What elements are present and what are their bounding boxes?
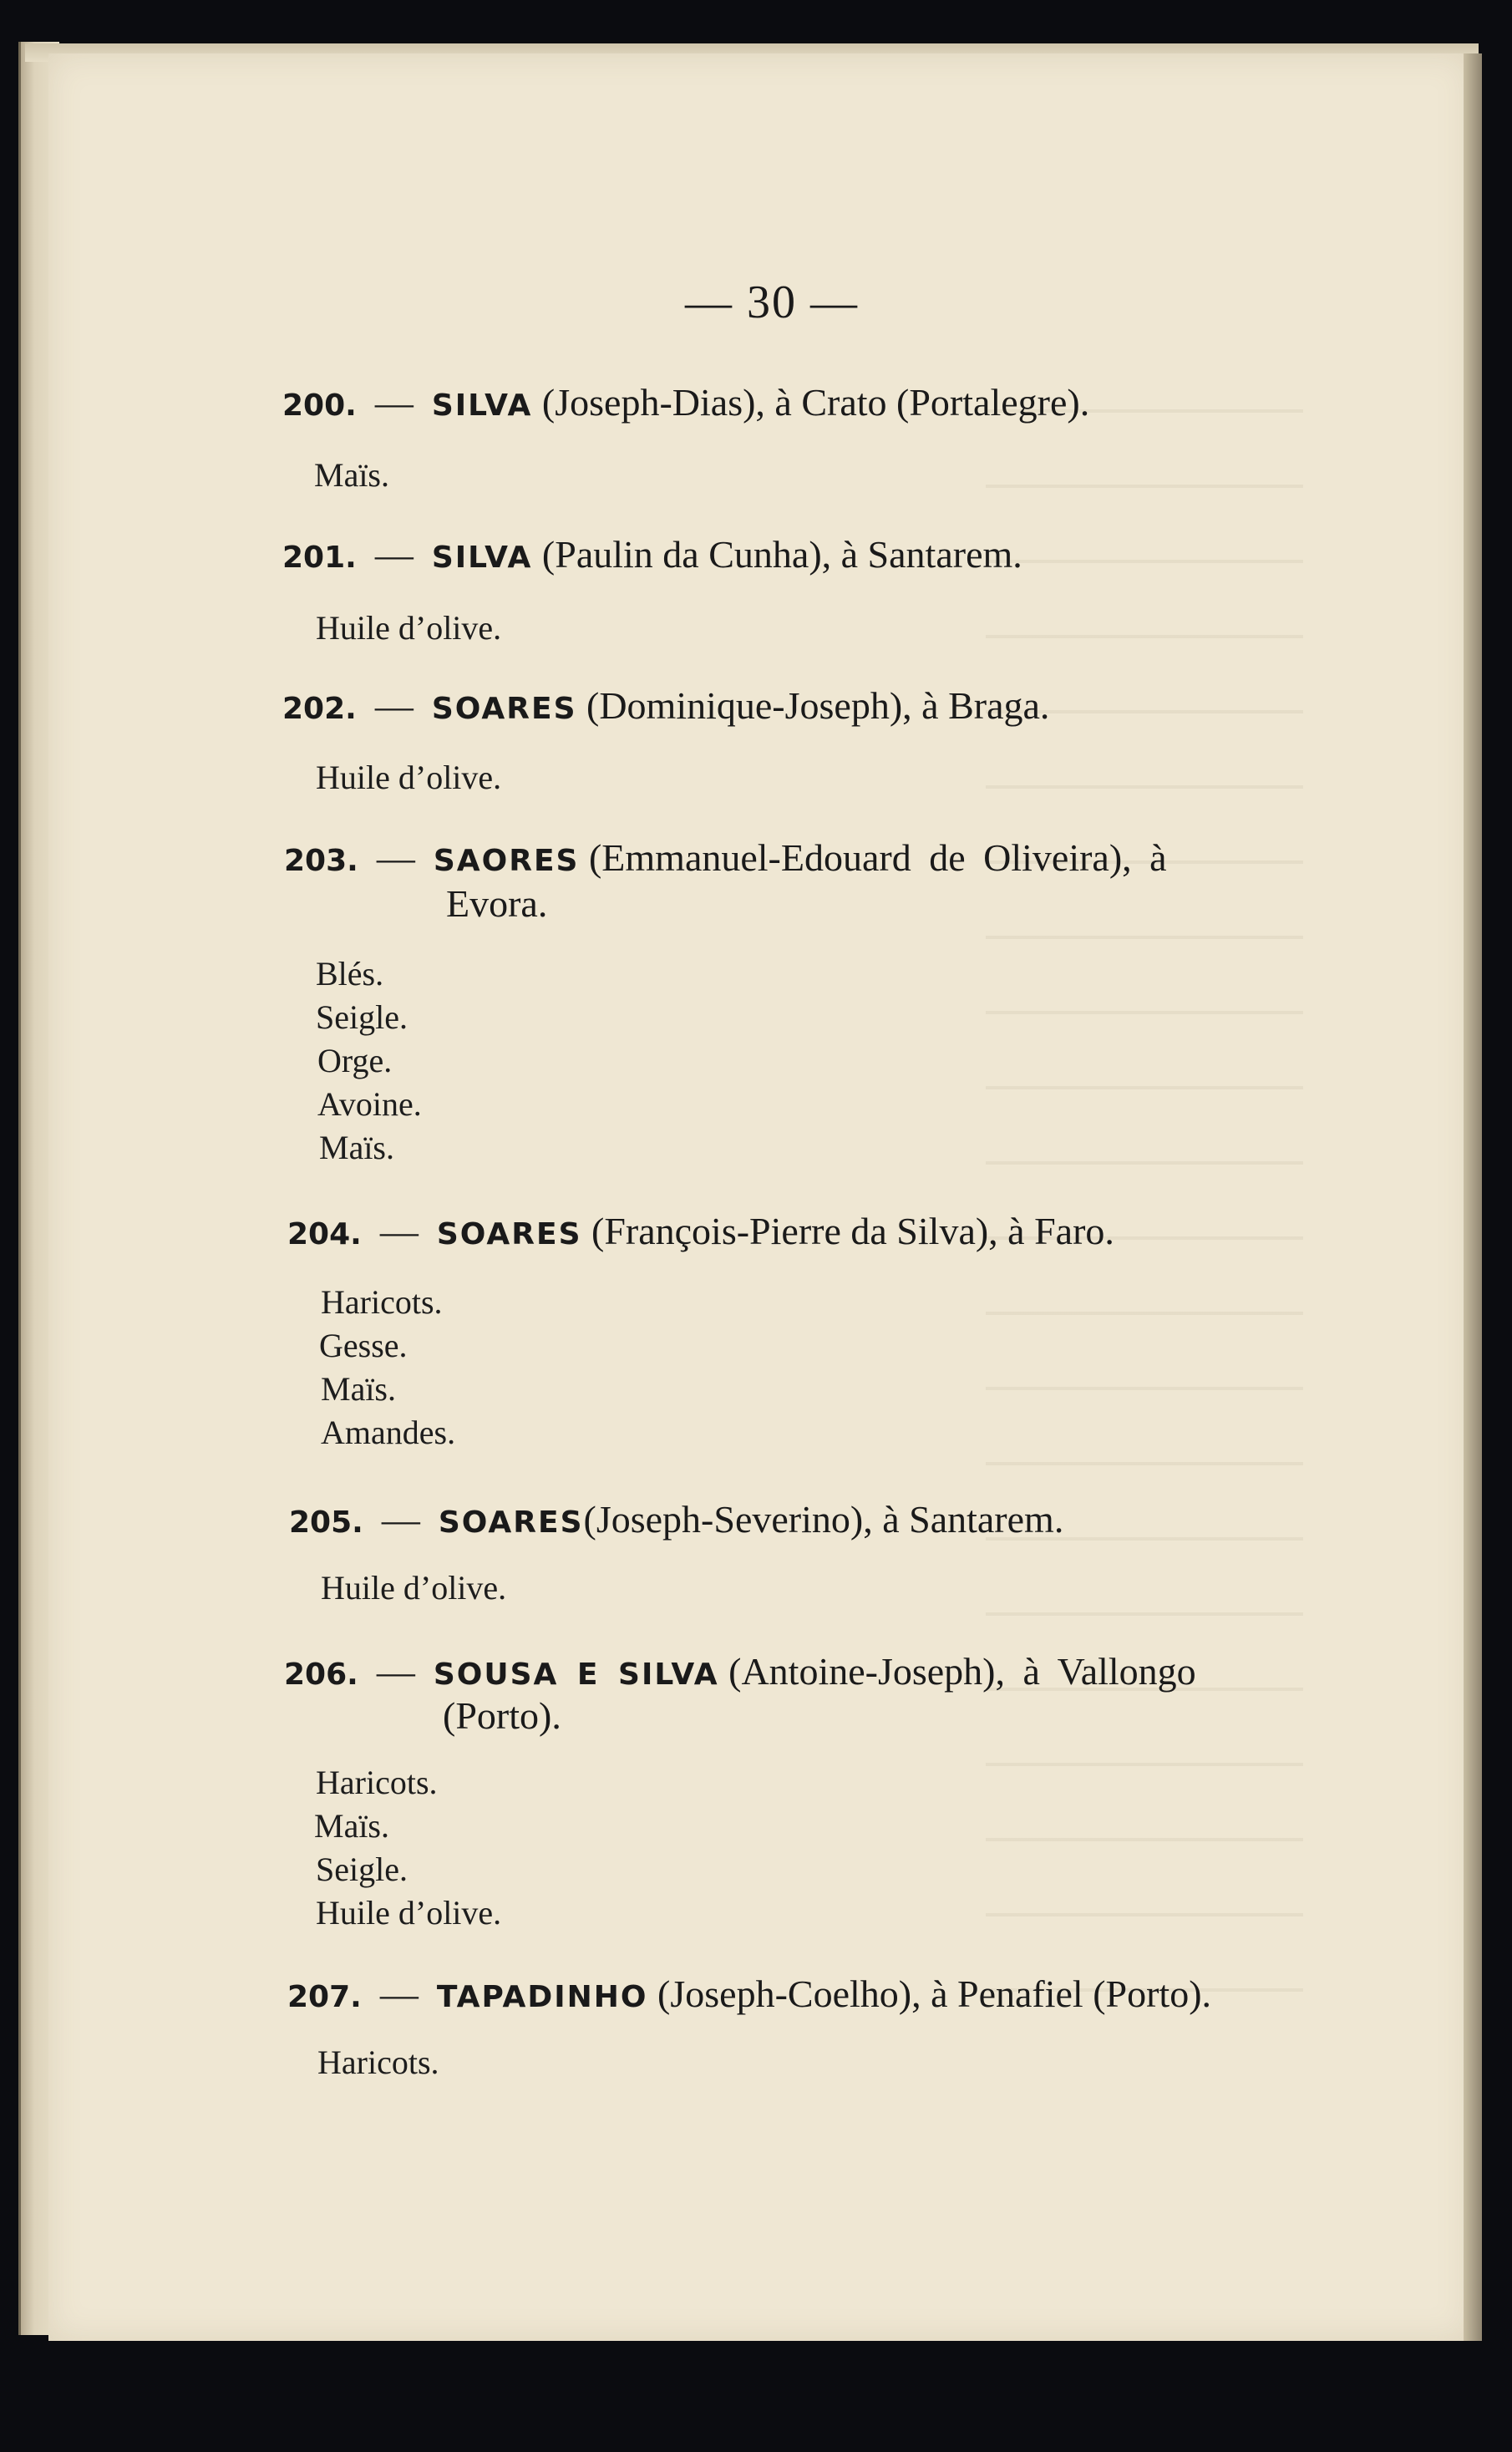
entry-number: 202. xyxy=(282,692,357,726)
entry-detail: (François-Pierre da Silva), à Faro. xyxy=(591,1210,1114,1252)
entry-dash: — xyxy=(376,1650,415,1693)
entry-name: SILVA xyxy=(431,388,533,423)
entry-203 xyxy=(284,835,1167,880)
product-item: Amandes. xyxy=(321,1414,456,1451)
entry-dash: — xyxy=(379,1210,419,1252)
product-item: Maïs. xyxy=(314,1807,389,1845)
product-item: Haricots. xyxy=(317,2043,439,2081)
entry-number: 201. xyxy=(282,541,357,575)
entry-name: SOARES xyxy=(438,1505,584,1540)
entry-name: SOARES xyxy=(436,1217,582,1251)
entry-201 xyxy=(282,532,1022,576)
entry-detail: (Emmanuel-Edouard de Oliveira), à xyxy=(588,836,1167,879)
product-item: Maïs. xyxy=(319,1129,394,1166)
product-item: Gesse. xyxy=(319,1327,408,1364)
product-item: Huile d’olive. xyxy=(316,1894,502,1932)
entry-206 xyxy=(284,1649,1196,1693)
page-number: — 30 — xyxy=(685,277,859,328)
entry-dash: — xyxy=(374,684,414,727)
entry-207 xyxy=(287,1972,1211,2016)
entry-name: SOUSA E SILVA xyxy=(433,1658,719,1692)
product-item: Seigle. xyxy=(316,998,408,1036)
entry-detail: (Joseph-Severino), à Santarem. xyxy=(583,1498,1064,1541)
entry-detail-continued: Evora. xyxy=(446,882,548,925)
product-item: Huile d’olive. xyxy=(321,1569,507,1607)
product-item: Haricots. xyxy=(316,1764,438,1801)
book-right-edge xyxy=(1464,53,1482,2341)
product-item: Avoine. xyxy=(317,1085,422,1123)
entry-detail-continued: (Porto). xyxy=(443,1694,561,1737)
entry-204 xyxy=(287,1209,1114,1253)
entry-name: SILVA xyxy=(431,541,533,575)
entry-name: TAPADINHO xyxy=(436,1980,648,2014)
show-through-texture xyxy=(986,351,1303,2022)
product-item: Orge. xyxy=(317,1042,393,1079)
product-item: Haricots. xyxy=(321,1283,443,1321)
entry-dash: — xyxy=(374,381,414,424)
entry-number: 205. xyxy=(289,1505,363,1540)
entry-205 xyxy=(289,1497,1063,1541)
entry-dash: — xyxy=(381,1498,420,1541)
product-item: Maïs. xyxy=(314,456,389,494)
entry-number: 204. xyxy=(287,1217,362,1251)
entry-detail: (Antoine-Joseph), à Vallongo xyxy=(728,1650,1196,1693)
entry-dash: — xyxy=(376,836,415,879)
entry-number: 206. xyxy=(284,1658,358,1692)
product-item: Seigle. xyxy=(316,1850,408,1888)
entry-detail: (Joseph-Coelho), à Penafiel (Porto). xyxy=(657,1972,1212,2015)
entry-dash: — xyxy=(379,1972,419,2015)
product-item: Huile d’olive. xyxy=(316,759,502,796)
product-item: Huile d’olive. xyxy=(316,609,502,647)
entry-name: SAORES xyxy=(433,844,580,878)
entry-name: SOARES xyxy=(431,692,577,726)
entry-number: 200. xyxy=(282,388,357,423)
entry-number: 203. xyxy=(284,844,358,878)
entry-detail: (Dominique-Joseph), à Braga. xyxy=(586,684,1050,727)
product-item: Maïs. xyxy=(321,1370,396,1408)
entry-200 xyxy=(282,380,1089,424)
product-item: Blés. xyxy=(316,955,384,992)
entry-detail: (Joseph-Dias), à Crato (Portalegre). xyxy=(541,381,1090,424)
entry-dash: — xyxy=(374,533,414,576)
entry-202 xyxy=(282,683,1049,728)
entry-number: 207. xyxy=(287,1980,362,2014)
entry-detail: (Paulin da Cunha), à Santarem. xyxy=(541,533,1022,576)
